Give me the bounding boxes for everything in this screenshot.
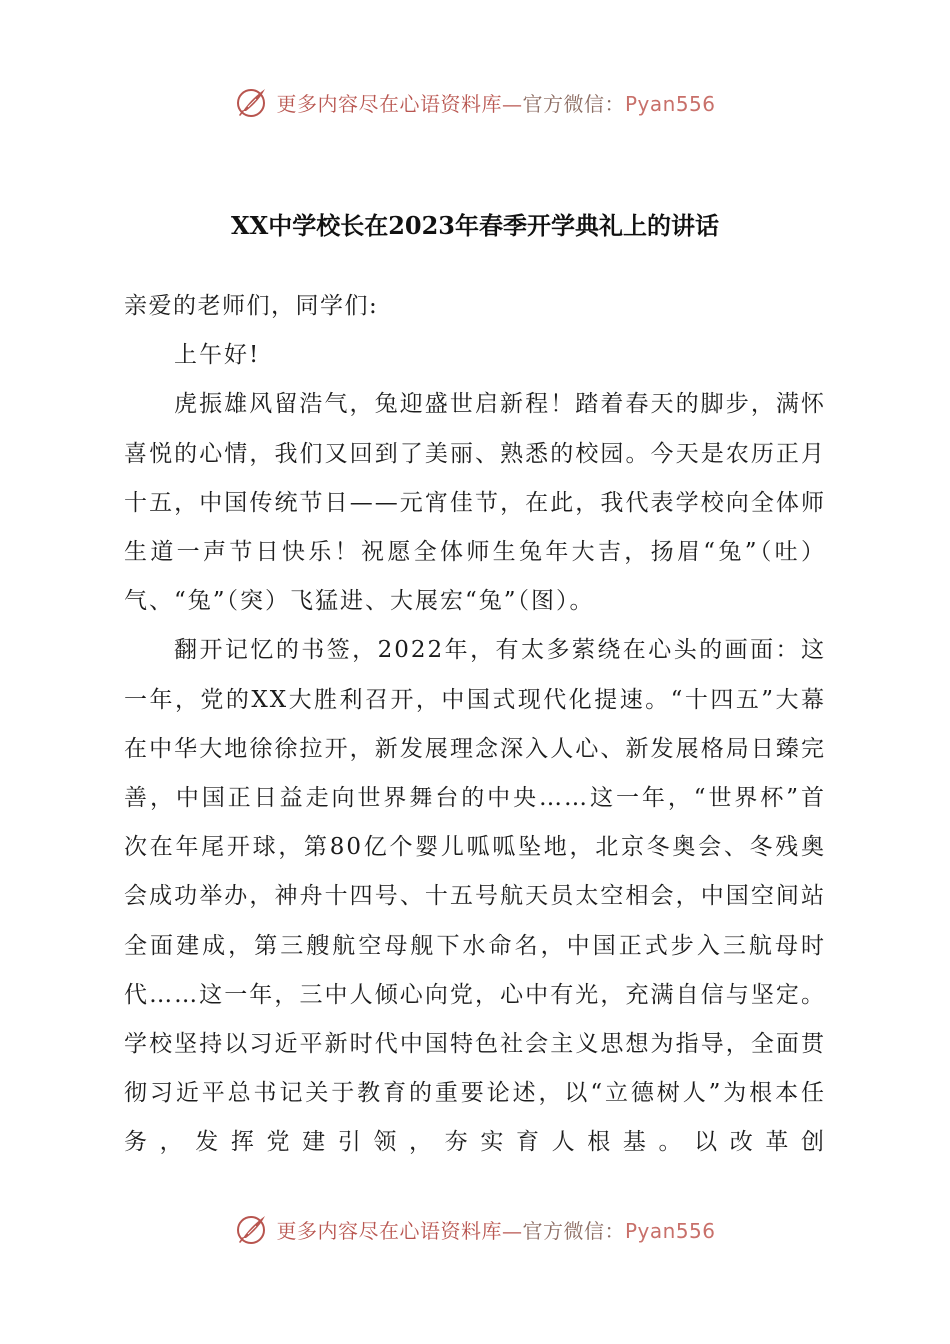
watermark-brand: 更多内容尽在心语资料库 bbox=[276, 1218, 502, 1243]
watermark-wechat-label: 官方微信： bbox=[522, 91, 625, 116]
watermark-handle: Pyan556 bbox=[624, 1218, 716, 1243]
paragraph: 虎振雄风留浩气，兔迎盛世启新程！踏着春天的脚步，满怀喜悦的心情，我们又回到了美丽、熟悉的校园。今天是农历正月十五，中国传统节日——元宵佳节，在此，我代表学校向全体师生道一声节日快乐！祝愿全体师生兔年大吉，扬眉“兔”（吐）气、“兔”（突）飞猛进、大展宏“兔”（图）。 bbox=[124, 391, 826, 615]
watermark-dash: — bbox=[501, 91, 523, 116]
document-title: XX中学校长在2023年春季开学典礼上的讲话 bbox=[230, 211, 720, 240]
greeting: 上午好! bbox=[174, 342, 261, 369]
watermark-brand: 更多内容尽在心语资料库 bbox=[276, 91, 502, 116]
quill-pen-circle-icon bbox=[234, 1211, 270, 1247]
watermark-dash: — bbox=[501, 1218, 523, 1243]
salutation: 亲爱的老师们，同学们: bbox=[124, 293, 379, 319]
paragraph: 翻开记忆的书签，2022年，有太多萦绕在心头的画面：这一年，党的XX大胜利召开，中国式现代化提速。“十四五”大幕在中华大地徐徐拉开，新发展理念深入人心、新发展格局日臻完善，中国正日益走向世界舞台的中央……这一年，“世界杯”首次在年尾开球，第80亿个婴儿呱呱坠地，北京冬奥会、冬残奥会成功举办，神舟十四号、十五号航天员太空相会，中国空间站全面建成，第三艘航空母舰下水命名，中国正式步入三航母时代……这一年，三中人倾心向党，心中有光，充满自信与坚定。学校坚持以习近平新时代中国特色社会主义思想为指导，全面贯彻习近平总书记关于教育的重要论述，以“立德树人”为根本任务，发挥党建引领，夯实育人根基。以改革创 bbox=[124, 637, 826, 1156]
watermark-text bbox=[276, 88, 715, 117]
document-body bbox=[124, 282, 826, 1168]
footer-watermark bbox=[0, 1207, 950, 1251]
quill-pen-circle-icon bbox=[234, 84, 270, 120]
watermark-text bbox=[276, 1215, 715, 1244]
watermark-handle: Pyan556 bbox=[624, 91, 716, 116]
header-watermark bbox=[0, 80, 950, 124]
watermark-wechat-label: 官方微信： bbox=[522, 1218, 625, 1243]
